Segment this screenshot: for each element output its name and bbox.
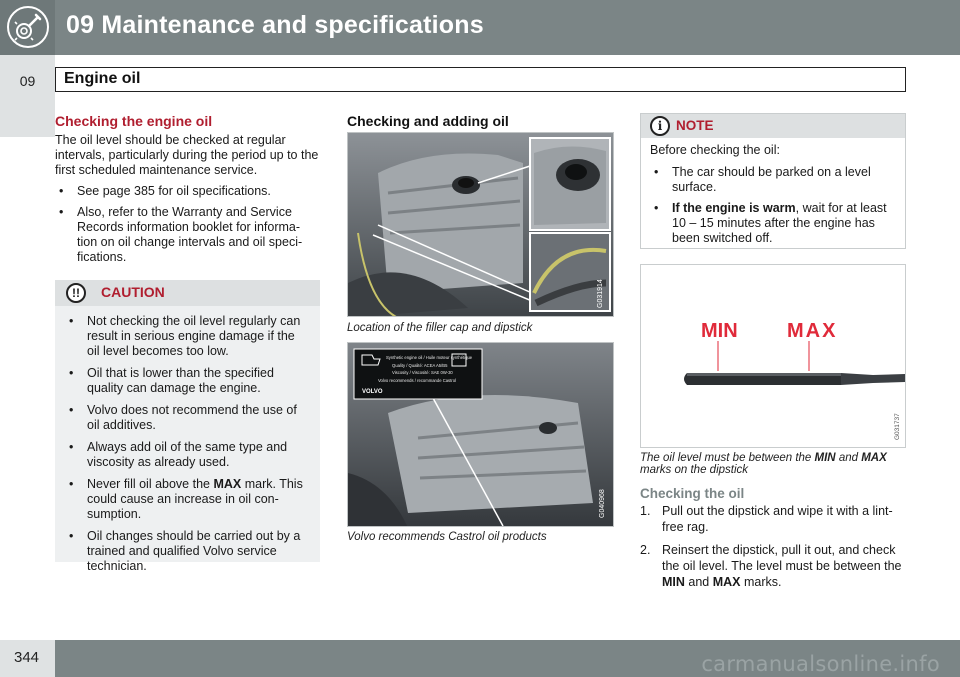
intro-paragraph: The oil level should be checked at regular intervals, particularly during the period up to the first scheduled maintenance service. bbox=[55, 133, 319, 177]
figure-caption: Location of the filler cap and dipstick bbox=[347, 322, 533, 334]
figure-code: G031914 bbox=[597, 279, 604, 308]
label-line: Quality / Qualité: ACEA A5/B5 bbox=[392, 363, 448, 368]
list-item: • Not checking the oil level regularly can result in serious engine damage if the oil level becomes too low. bbox=[69, 314, 301, 358]
list-item: • If the engine is warm, wait for at least 10 – 15 minutes after the engine has been switched off. bbox=[654, 201, 887, 245]
label-line: Volvo recommends / recommande Castrol bbox=[378, 378, 456, 383]
figure-code: G031737 bbox=[894, 413, 901, 440]
note-intro: Before checking the oil: bbox=[650, 143, 780, 157]
chapter-icon-area bbox=[0, 0, 55, 55]
figure-caption: Volvo recommends Castrol oil products bbox=[347, 531, 547, 543]
list-item: • See page 385 for oil specifications. bbox=[59, 184, 271, 198]
caution-header bbox=[55, 280, 320, 306]
note-body bbox=[641, 138, 905, 246]
list-item: • Oil that is lower than the specified quality can damage the engine. bbox=[69, 366, 274, 395]
chapter-number: 09 bbox=[19, 73, 36, 89]
chapter-tab bbox=[0, 55, 55, 137]
footer-tab bbox=[0, 640, 55, 677]
list-item: • The car should be parked on a level surface. bbox=[654, 165, 871, 194]
caution-label: CAUTION bbox=[101, 284, 165, 300]
label-line: Synthetic engine oil / Huile moteur synthétique bbox=[386, 355, 473, 360]
section-header bbox=[55, 67, 906, 92]
note-list bbox=[650, 165, 896, 246]
list-item: • Also, refer to the Warranty and Service Records information booklet for informa-tion on oil change intervals and oil speci-fications. bbox=[59, 205, 303, 264]
list-item: • Volvo does not recommend the use of oil additives. bbox=[69, 403, 297, 432]
dipstick-caption: The oil level must be between the MIN and MAX marks on the dipstick bbox=[640, 452, 887, 476]
oil-check-steps bbox=[640, 503, 906, 597]
list-item: • Oil changes should be carried out by a trained and qualified Volvo service technician. bbox=[69, 529, 301, 573]
note-header bbox=[641, 114, 905, 138]
figure-code: G040968 bbox=[599, 489, 606, 518]
watermark: carmanualsonline.info bbox=[701, 652, 940, 676]
info-icon: i bbox=[650, 116, 670, 136]
caution-list bbox=[55, 306, 320, 574]
heading-checking-the-oil: Checking the oil bbox=[640, 486, 745, 501]
heading-checking-adding-oil: Checking and adding oil bbox=[347, 113, 509, 129]
step-item: 1. Pull out the dipstick and wipe it with a lint-free rag. bbox=[640, 504, 893, 534]
caution-box bbox=[55, 280, 320, 573]
wrench-gear-icon bbox=[7, 6, 49, 48]
dipstick-illustration bbox=[640, 264, 906, 448]
column-checking-engine-oil bbox=[55, 113, 319, 271]
max-label: MAX bbox=[787, 320, 838, 342]
list-item: • Never fill oil above the MAX mark. This could cause an increase in oil con-sumption. bbox=[69, 477, 303, 521]
list-item: • Always add oil of the same type and viscosity as already used. bbox=[69, 440, 288, 469]
warning-icon: !! bbox=[66, 283, 86, 303]
section-title: Engine oil bbox=[64, 70, 141, 87]
spec-bullet-list bbox=[55, 184, 319, 265]
note-box bbox=[640, 113, 906, 249]
step-item: 2. Reinsert the dipstick, pull it out, and check the oil level. The level must be between the MIN and MAX marks. bbox=[640, 543, 902, 589]
label-line: Viscosity / Viscosité: SAE 0W-30 bbox=[392, 370, 453, 375]
chapter-title: 09 Maintenance and specifications bbox=[66, 11, 484, 39]
page-number: 344 bbox=[14, 649, 40, 666]
note-label: NOTE bbox=[676, 118, 714, 133]
volvo-logo: VOLVO bbox=[362, 389, 383, 395]
heading-checking-engine-oil: Checking the engine oil bbox=[55, 113, 213, 129]
chapter-header bbox=[0, 0, 960, 55]
engine-castrol-label-photo bbox=[347, 342, 614, 527]
page-footer bbox=[0, 640, 960, 677]
min-label: MIN bbox=[701, 320, 738, 342]
engine-filler-cap-photo bbox=[347, 132, 614, 317]
